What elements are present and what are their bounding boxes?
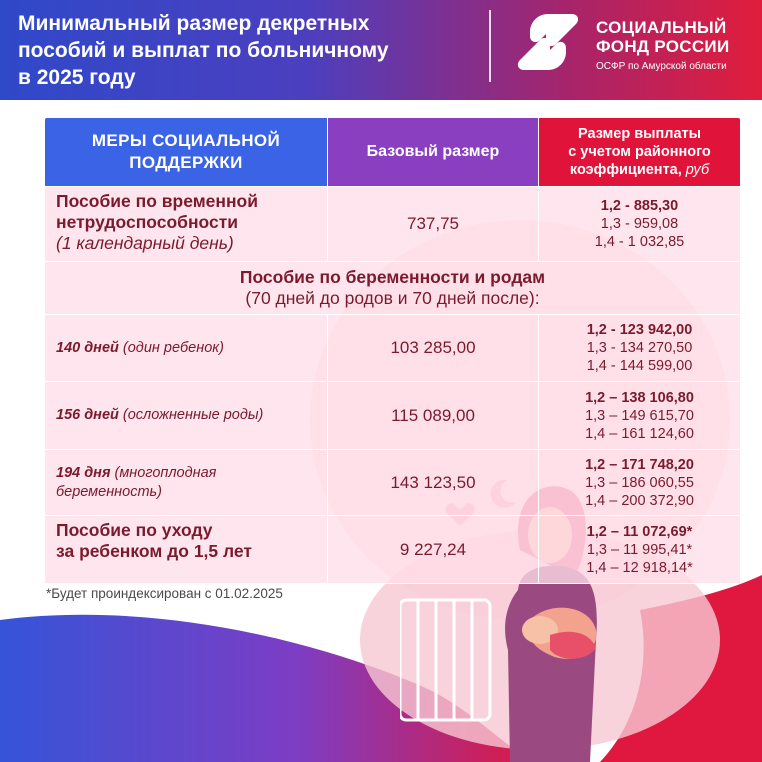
currency-unit: руб [685, 162, 710, 178]
row-label-line-2: за ребенком до 1,5 лет [56, 541, 252, 561]
row-label-note-line-2: беременность) [56, 483, 162, 500]
title-line-3: в 2025 году [18, 66, 136, 89]
row-label-days: 156 дней [56, 407, 119, 423]
logo-text-line-1: СОЦИАЛЬНЫЙ [596, 18, 727, 37]
coef-1-2: 1,2 – 171 748,20 [585, 456, 694, 473]
column-header-measures [45, 118, 328, 187]
column-header-base: Базовый размер [328, 118, 539, 187]
coef-1-4: 1,4 - 1 032,85 [594, 234, 685, 250]
section-header-maternity [45, 262, 740, 315]
benefits-table [45, 118, 740, 584]
base-amount: 737,75 [328, 187, 539, 262]
coef-1-3: 1,3 – 11 995,41* [586, 541, 693, 558]
coef-1-3: 1,3 – 149 615,70 [585, 407, 694, 424]
coef-1-3: 1,3 – 186 060,55 [585, 474, 694, 491]
coef-1-4: 1,4 – 161 124,60 [585, 425, 694, 442]
footnote: *Будет проиндексирован с 01.02.2025 [46, 586, 283, 601]
title-line-1: Минимальный размер декретных [18, 12, 370, 35]
section-subtitle: (70 дней до родов и 70 дней после): [245, 288, 540, 308]
title-line-2: пособий и выплат по больничному [18, 39, 389, 62]
coef-1-3: 1,3 - 959,08 [600, 216, 679, 232]
column-header-measures-line-1: МЕРЫ СОЦИАЛЬНОЙ [91, 131, 281, 150]
column-header-measures-line-2: ПОДДЕРЖКИ [129, 153, 243, 172]
coef-1-4: 1,4 - 144 599,00 [586, 358, 693, 374]
table-row-label [45, 315, 328, 382]
base-amount: 103 285,00 [328, 315, 539, 382]
header-divider [489, 10, 491, 82]
column-header-payment-line-3 [568, 161, 711, 179]
row-label-line-1: Пособие по временной [56, 191, 258, 211]
coef-1-2: 1,2 – 138 106,80 [585, 389, 694, 406]
row-label-days: 194 дня [56, 464, 111, 481]
base-amount: 115 089,00 [328, 382, 539, 450]
coef-1-2: 1,2 - 123 942,00 [586, 322, 693, 338]
table-row-label [45, 450, 328, 516]
coef-1-3: 1,3 - 134 270,50 [586, 340, 693, 356]
coef-1-2: 1,2 – 11 072,69* [586, 523, 693, 540]
logo-text-line-2: ФОНД РОССИИ [596, 37, 730, 56]
row-label-note: (осложненные роды) [122, 407, 264, 423]
page-title [18, 10, 488, 91]
row-label-line-1: Пособие по уходу [56, 520, 213, 540]
payment-header-text: коэффициента, [569, 162, 682, 178]
coefficient-amounts [539, 315, 740, 382]
logo-subtitle: ОСФР по Амурской области [596, 61, 727, 72]
coefficient-amounts [539, 187, 740, 262]
column-header-payment-line-2: с учетом районного [568, 144, 711, 160]
row-label-line-2: нетрудоспособности [56, 212, 239, 232]
row-label-days: 140 дней [56, 339, 119, 356]
base-amount: 143 123,50 [328, 450, 539, 516]
coefficient-amounts [539, 450, 740, 516]
coefficient-amounts [539, 382, 740, 450]
coef-1-2: 1,2 - 885,30 [600, 198, 679, 214]
table-row-label [45, 516, 328, 584]
coefficient-amounts [539, 516, 740, 584]
table-row-label [45, 187, 328, 262]
section-title: Пособие по беременности и родам [239, 267, 546, 287]
table-row-label [45, 382, 328, 450]
coef-1-4: 1,4 – 12 918,14* [586, 559, 693, 576]
coef-1-4: 1,4 – 200 372,90 [585, 492, 694, 509]
row-label-note-line-1: (многоплодная [114, 464, 217, 481]
column-header-payment [539, 118, 740, 187]
header-banner [0, 0, 762, 100]
sf-logo-icon [512, 10, 584, 74]
row-label-note: (1 календарный день) [56, 233, 234, 253]
base-amount: 9 227,24 [328, 516, 539, 584]
row-label-note: (один ребенок) [122, 339, 224, 356]
column-header-payment-line-1: Размер выплаты [577, 126, 702, 142]
